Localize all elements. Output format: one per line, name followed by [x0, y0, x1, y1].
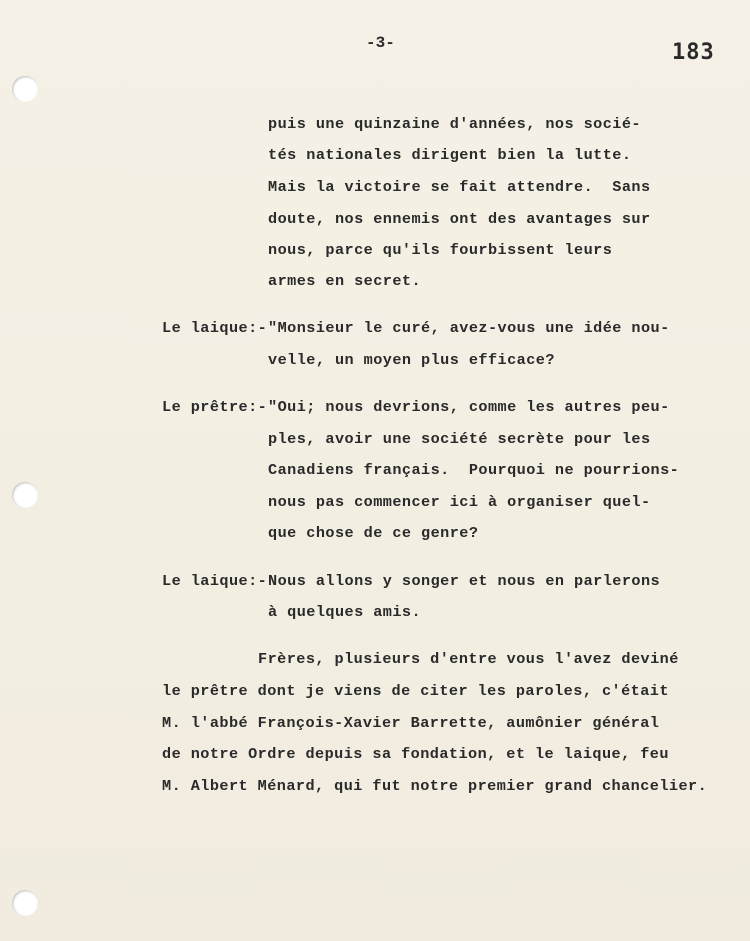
text-line: Mais la victoire se fait attendre. Sans: [268, 178, 651, 196]
text-line: armes en secret.: [268, 272, 422, 290]
text-line: doute, nos ennemis ont des avantages sur: [268, 210, 651, 228]
text-line: Nous allons y songer et nous en parlerons: [268, 572, 661, 590]
text-line: M. Albert Ménard, qui fut notre premier grand chancelier.: [162, 777, 708, 795]
folio-number: 183: [672, 40, 715, 65]
text-line: Canadiens français. Pourquoi ne pourrions-: [268, 461, 680, 479]
text-line: nous, parce qu'ils fourbissent leurs: [268, 241, 613, 259]
text-line: de notre Ordre depuis sa fondation, et le laique, feu: [162, 745, 669, 763]
speaker-label: Le laique:-: [162, 319, 268, 337]
speaker-label: Le prêtre:-: [162, 398, 268, 416]
punch-hole: [12, 482, 38, 508]
speaker-label: Le laique:-: [162, 572, 268, 590]
text-line: à quelques amis.: [268, 603, 422, 621]
text-line: tés nationales dirigent bien la lutte.: [268, 146, 632, 164]
text-line: "Oui; nous devrions, comme les autres peu-: [268, 398, 670, 416]
text-line: velle, un moyen plus efficace?: [268, 351, 555, 369]
text-line: puis une quinzaine d'années, nos socié-: [268, 115, 641, 133]
page-marker: -3-: [366, 34, 395, 52]
punch-hole: [12, 890, 38, 916]
text-line: le prêtre dont je viens de citer les paroles, c'était: [162, 682, 669, 700]
text-line: "Monsieur le curé, avez-vous une idée nou-: [268, 319, 670, 337]
text-line: que chose de ce genre?: [268, 524, 479, 542]
text-line: M. l'abbé François-Xavier Barrette, aumônier général: [162, 714, 660, 732]
text-line: Frères, plusieurs d'entre vous l'avez deviné: [258, 650, 679, 668]
punch-hole: [12, 76, 38, 102]
text-line: ples, avoir une société secrète pour les: [268, 430, 651, 448]
text-line: nous pas commencer ici à organiser quel-: [268, 493, 651, 511]
